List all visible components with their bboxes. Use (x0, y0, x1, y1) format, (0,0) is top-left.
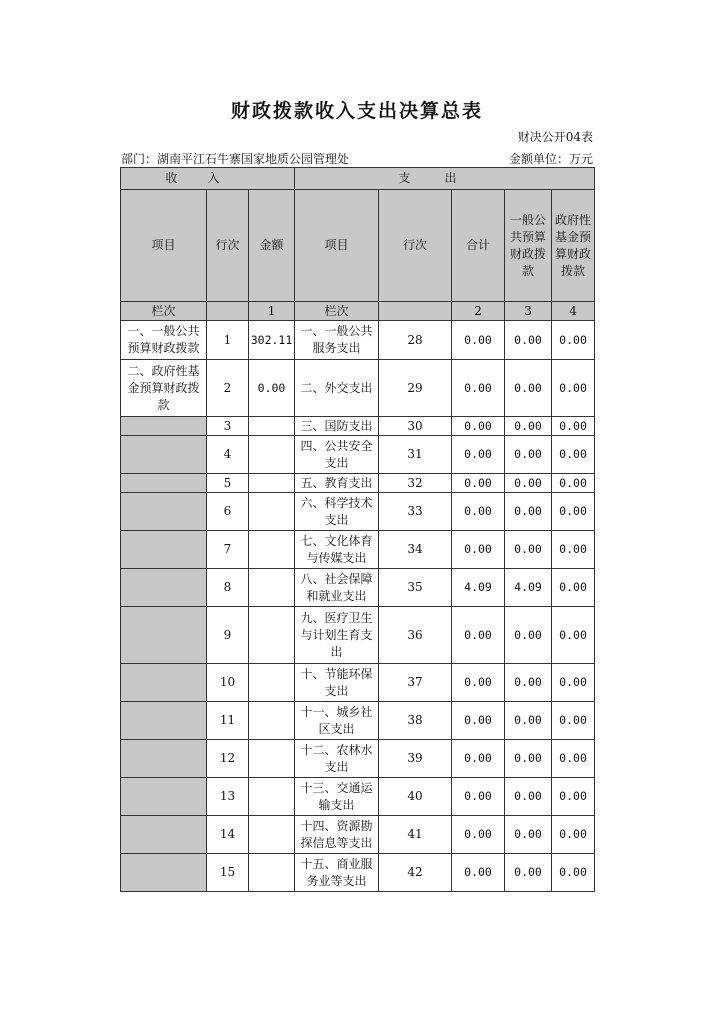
table-row (121, 854, 595, 892)
income-line-cell: 5 (207, 474, 249, 493)
gov-fund-cell: 0.00 (552, 740, 595, 778)
general-budget-cell: 0.00 (505, 474, 552, 493)
column-number-1: 1 (249, 302, 295, 321)
general-budget-cell: 0.00 (505, 664, 552, 702)
expense-item-cell: 八、社会保障和就业支出 (295, 569, 379, 607)
column-number-empty (207, 302, 249, 321)
general-budget-cell: 0.00 (505, 854, 552, 892)
expense-item-cell: 四、公共安全支出 (295, 436, 379, 474)
expense-item-cell: 五、教育支出 (295, 474, 379, 493)
income-item-cell (121, 854, 207, 892)
income-amount-cell: 0.00 (249, 360, 295, 417)
gov-fund-cell: 0.00 (552, 664, 595, 702)
income-amount-cell (249, 854, 295, 892)
total-cell: 0.00 (452, 493, 505, 531)
table-row (121, 740, 595, 778)
expense-line-cell: 31 (379, 436, 452, 474)
column-number-2: 2 (452, 302, 505, 321)
expense-item-cell: 二、外交支出 (295, 360, 379, 417)
gov-fund-cell: 0.00 (552, 778, 595, 816)
total-cell: 0.00 (452, 854, 505, 892)
expense-column-number-empty (379, 302, 452, 321)
general-budget-cell: 0.00 (505, 607, 552, 664)
expense-line-cell: 28 (379, 321, 452, 360)
income-amount-cell (249, 816, 295, 854)
income-amount-cell (249, 607, 295, 664)
income-item-cell (121, 816, 207, 854)
income-item-cell (121, 664, 207, 702)
gov-fund-cell: 0.00 (552, 607, 595, 664)
total-cell: 0.00 (452, 417, 505, 436)
income-item-cell (121, 493, 207, 531)
general-budget-cell: 0.00 (505, 778, 552, 816)
column-header-row (121, 190, 595, 302)
total-cell: 0.00 (452, 816, 505, 854)
expense-column-label: 栏次 (295, 302, 379, 321)
expense-line-cell: 32 (379, 474, 452, 493)
income-line-cell: 11 (207, 702, 249, 740)
total-cell: 0.00 (452, 607, 505, 664)
total-cell: 0.00 (452, 360, 505, 417)
income-line-cell: 1 (207, 321, 249, 360)
income-item-cell (121, 417, 207, 436)
expense-item-cell: 九、医疗卫生与计划生育支出 (295, 607, 379, 664)
general-budget-cell: 0.00 (505, 360, 552, 417)
income-line-cell: 15 (207, 854, 249, 892)
income-line-cell: 14 (207, 816, 249, 854)
table-row (121, 531, 595, 569)
table-row (121, 702, 595, 740)
expense-line-cell: 30 (379, 417, 452, 436)
expense-line-header: 行次 (379, 190, 452, 302)
total-cell: 0.00 (452, 740, 505, 778)
unit-label: 金额单位：万元 (508, 152, 593, 166)
income-item-cell (121, 607, 207, 664)
department-label: 部门：湖南平江石牛寨国家地质公园管理处 (121, 152, 350, 166)
expense-item-cell: 十一、城乡社区支出 (295, 702, 379, 740)
income-line-header: 行次 (207, 190, 249, 302)
income-line-cell: 9 (207, 607, 249, 664)
income-amount-header: 金额 (249, 190, 295, 302)
page-title: 财政拨款收入支出决算总表 (230, 100, 483, 122)
table-row (121, 607, 595, 664)
expense-line-cell: 34 (379, 531, 452, 569)
table-body (121, 321, 595, 892)
total-cell: 4.09 (452, 569, 505, 607)
income-item-cell: 二、政府性基金预算财政拨款 (121, 360, 207, 417)
income-amount-cell: 302.11 (249, 321, 295, 360)
expense-item-cell: 十二、农林水支出 (295, 740, 379, 778)
column-label: 栏次 (121, 302, 207, 321)
table-row (121, 816, 595, 854)
income-amount-cell (249, 436, 295, 474)
expense-line-cell: 38 (379, 702, 452, 740)
expense-item-cell: 十四、资源勘探信息等支出 (295, 816, 379, 854)
expense-item-header: 项目 (295, 190, 379, 302)
total-cell: 0.00 (452, 531, 505, 569)
expense-item-cell: 一、一般公共服务支出 (295, 321, 379, 360)
expense-item-cell: 十三、交通运输支出 (295, 778, 379, 816)
expense-line-cell: 41 (379, 816, 452, 854)
table-row (121, 664, 595, 702)
table-row (121, 569, 595, 607)
column-number-3: 3 (505, 302, 552, 321)
gov-fund-cell: 0.00 (552, 854, 595, 892)
expense-line-cell: 35 (379, 569, 452, 607)
total-cell: 0.00 (452, 664, 505, 702)
income-line-cell: 2 (207, 360, 249, 417)
table-row (121, 417, 595, 436)
income-line-cell: 7 (207, 531, 249, 569)
general-budget-cell: 0.00 (505, 702, 552, 740)
column-number-4: 4 (552, 302, 595, 321)
table-row (121, 474, 595, 493)
income-line-cell: 3 (207, 417, 249, 436)
income-amount-cell (249, 474, 295, 493)
budget-table (120, 167, 595, 892)
gov-fund-header: 政府性基金预算财政拨款 (552, 190, 595, 302)
general-budget-cell: 0.00 (505, 740, 552, 778)
income-amount-cell (249, 664, 295, 702)
table-row (121, 321, 595, 360)
income-amount-cell (249, 740, 295, 778)
expense-item-cell: 十五、商业服务业等支出 (295, 854, 379, 892)
general-budget-cell: 0.00 (505, 531, 552, 569)
table-row (121, 436, 595, 474)
income-amount-cell (249, 778, 295, 816)
expense-line-cell: 40 (379, 778, 452, 816)
income-item-cell: 一、一般公共预算财政拨款 (121, 321, 207, 360)
income-amount-cell (249, 531, 295, 569)
general-budget-cell: 4.09 (505, 569, 552, 607)
expense-line-cell: 37 (379, 664, 452, 702)
table-row (121, 493, 595, 531)
income-amount-cell (249, 569, 295, 607)
table-row (121, 778, 595, 816)
general-budget-cell: 0.00 (505, 321, 552, 360)
total-cell: 0.00 (452, 321, 505, 360)
total-header: 合计 (452, 190, 505, 302)
general-budget-cell: 0.00 (505, 816, 552, 854)
general-budget-cell: 0.00 (505, 417, 552, 436)
income-item-cell (121, 569, 207, 607)
income-item-cell (121, 474, 207, 493)
gov-fund-cell: 0.00 (552, 321, 595, 360)
total-cell: 0.00 (452, 778, 505, 816)
general-budget-cell: 0.00 (505, 436, 552, 474)
income-item-cell (121, 531, 207, 569)
gov-fund-cell: 0.00 (552, 474, 595, 493)
income-item-header: 项目 (121, 190, 207, 302)
income-line-cell: 4 (207, 436, 249, 474)
income-item-cell (121, 778, 207, 816)
gov-fund-cell: 0.00 (552, 436, 595, 474)
gov-fund-cell: 0.00 (552, 816, 595, 854)
general-budget-header: 一般公共预算财政拨款 (505, 190, 552, 302)
gov-fund-cell: 0.00 (552, 569, 595, 607)
expense-line-cell: 29 (379, 360, 452, 417)
expense-line-cell: 33 (379, 493, 452, 531)
gov-fund-cell: 0.00 (552, 493, 595, 531)
total-cell: 0.00 (452, 474, 505, 493)
income-header: 收入 (121, 168, 295, 190)
expense-item-cell: 十、节能环保支出 (295, 664, 379, 702)
income-amount-cell (249, 702, 295, 740)
income-line-cell: 8 (207, 569, 249, 607)
table-row (121, 360, 595, 417)
expense-item-cell: 三、国防支出 (295, 417, 379, 436)
total-cell: 0.00 (452, 436, 505, 474)
section-header-row (121, 168, 595, 190)
income-line-cell: 10 (207, 664, 249, 702)
income-item-cell (121, 436, 207, 474)
income-item-cell (121, 740, 207, 778)
income-item-cell (121, 702, 207, 740)
expense-item-cell: 六、科学技术支出 (295, 493, 379, 531)
expense-header: 支出 (295, 168, 595, 190)
gov-fund-cell: 0.00 (552, 417, 595, 436)
expense-item-cell: 七、文化体育与传媒支出 (295, 531, 379, 569)
income-amount-cell (249, 417, 295, 436)
income-line-cell: 12 (207, 740, 249, 778)
income-line-cell: 6 (207, 493, 249, 531)
gov-fund-cell: 0.00 (552, 531, 595, 569)
gov-fund-cell: 0.00 (552, 360, 595, 417)
expense-line-cell: 36 (379, 607, 452, 664)
expense-line-cell: 42 (379, 854, 452, 892)
total-cell: 0.00 (452, 702, 505, 740)
column-number-row (121, 302, 595, 321)
expense-line-cell: 39 (379, 740, 452, 778)
gov-fund-cell: 0.00 (552, 702, 595, 740)
general-budget-cell: 0.00 (505, 493, 552, 531)
income-line-cell: 13 (207, 778, 249, 816)
form-code: 财决公开04表 (517, 130, 593, 144)
income-amount-cell (249, 493, 295, 531)
